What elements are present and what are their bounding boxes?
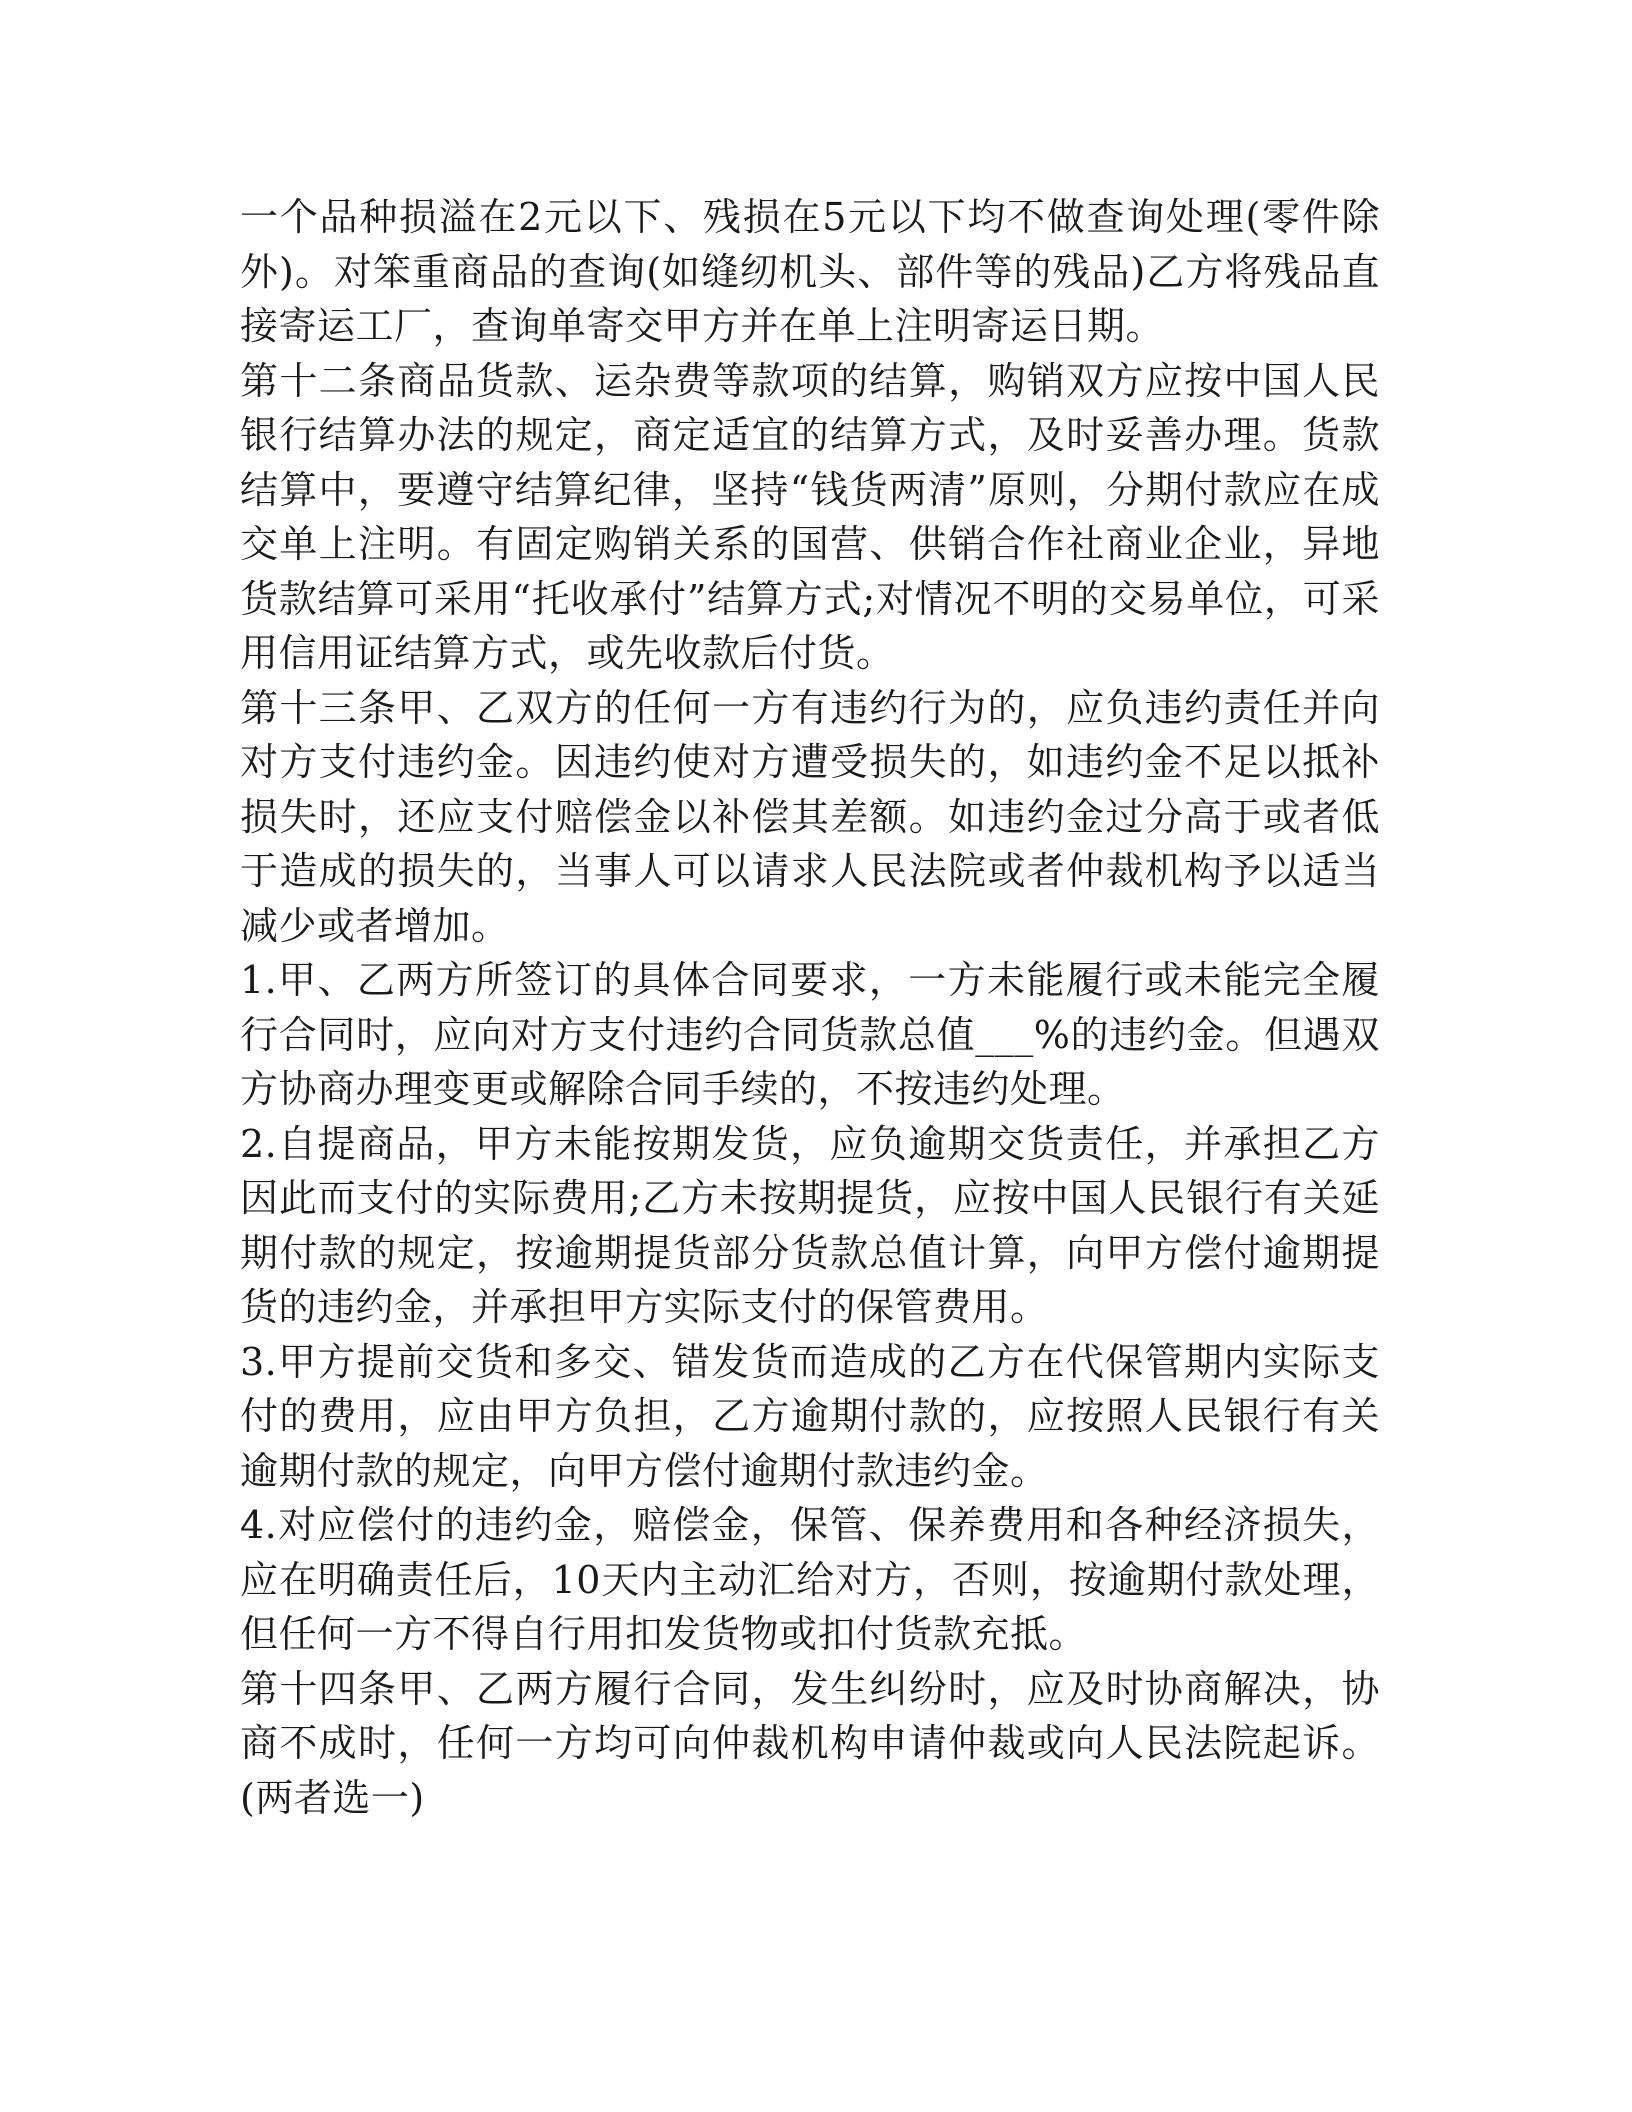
paragraph-clause-4: 4.对应偿付的违约金，赔偿金，保管、保养费用和各种经济损失，应在明确责任后，10天内主动汇给对方，否则，按逾期付款处理，但任何一方不得自行用扣发货物或扣付货款充抵。	[240, 1503, 1380, 1656]
paragraph-clause-1: 1.甲、乙两方所签订的具体合同要求，一方未能履行或未能完全履行合同时，应向对方支付违约合同货款总值___%的违约金。但遇双方协商办理变更或解除合同手续的，不按违约处理。	[240, 958, 1380, 1111]
paragraph-article-12: 第十二条商品货款、运杂费等款项的结算，购销双方应按中国人民银行结算办法的规定，商定适宜的结算方式，及时妥善办理。货款结算中，要遵守结算纪律，坚持“钱货两清”原则，分期付款应在成交单上注明。有固定购销关系的国营、供销合作社商业企业，异地货款结算可采用“托收承付”结算方式;对情况不明的交易单位，可采用信用证结算方式，或先收款后付货。	[240, 358, 1380, 675]
document-body	[240, 190, 1380, 1825]
paragraph-clause-3: 3.甲方提前交货和多交、错发货而造成的乙方在代保管期内实际支付的费用，应由甲方负担，乙方逾期付款的，应按照人民银行有关逾期付款的规定，向甲方偿付逾期付款违约金。	[240, 1339, 1380, 1493]
paragraph-article-13: 第十三条甲、乙双方的任何一方有违约行为的，应负违约责任并向对方支付违约金。因违约使对方遭受损失的，如违约金不足以抵补损失时，还应支付赔偿金以补偿其差额。如违约金过分高于或者低于造成的损失的，当事人可以请求人民法院或者仲裁机构予以适当减少或者增加。	[240, 685, 1380, 948]
paragraph-clause-2: 2.自提商品，甲方未能按期发货，应负逾期交货责任，并承担乙方因此而支付的实际费用;乙方未按期提货，应按中国人民银行有关延期付款的规定，按逾期提货部分货款总值计算，向甲方偿付逾期提货的违约金，并承担甲方实际支付的保管费用。	[240, 1121, 1380, 1329]
paragraph-query-handling: 一个品种损溢在2元以下、残损在5元以下均不做查询处理(零件除外)。对笨重商品的查询(如缝纫机头、部件等的残品)乙方将残品直接寄运工厂，查询单寄交甲方并在单上注明寄运日期。	[240, 195, 1380, 348]
paragraph-article-14: 第十四条甲、乙两方履行合同，发生纠纷时，应及时协商解决，协商不成时，任何一方均可向仲裁机构申请仲裁或向人民法院起诉。(两者选一)	[240, 1666, 1380, 1820]
